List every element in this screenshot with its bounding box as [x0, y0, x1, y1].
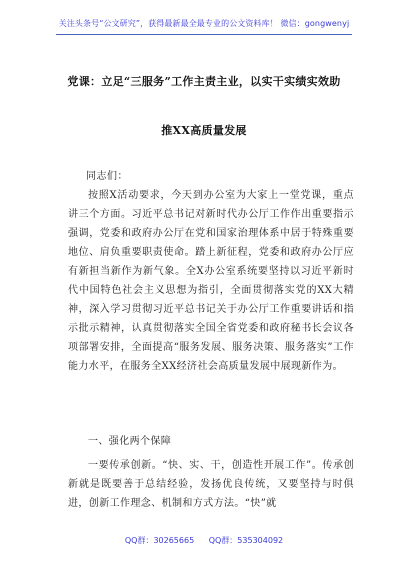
document-title-line-2: 推XX高质量发展 [161, 124, 247, 137]
footer-contact [0, 535, 408, 546]
paragraph-1: 按照X活动要求，今天到办公室为大家上一堂党课，重点讲三个方面。习近平总书记对新时代办公厅工作作出重要指示强调，党委和政府办公厅在党和国家治理体系中居于特殊重要地位、肩负重要职责使命。踏上新征程，党委和政府办公厅应有新担当新作为新气象。全X办公室系统要坚持以习近平新时代中国特色社会主义思想为指引，全面贯彻落实党的XX大精神，深入学习贯彻习近平总书记关于办公厅工作重要讲话和指示批示精神，认真贯彻落实全国全省党委和政府秘书长会议各项部署安排，全面提高“服务发展、服务决策、服务落实”工作能力水平，在服务全XX经济社会高质量发展中展现新作为。 [68, 190, 354, 372]
document-title-line-1: 党课：立足“三服务”工作主责主业，以实干实绩实效助 [67, 75, 341, 88]
footer-qq-group-1: QQ群：30265665 [124, 536, 195, 545]
paragraph-2: 一要传承创新。“快、实、干，创造性开展工作”。传承创新就是既要善于总结经验，发扬优良传统，又要坚持与时俱进，创新工作理念、机制和方式方法。“快”就 [68, 460, 354, 509]
header-banner: 关注头条号“公文研究”，获得最新最全最专业的公文资料库！ 微信：gongwenyj [58, 19, 350, 28]
header-divider [56, 34, 352, 35]
section-heading-1: 一、强化两个保障 [88, 436, 172, 447]
footer-qq-group-2: QQ群：535304092 [208, 536, 284, 545]
greeting: 同志们： [86, 171, 128, 182]
